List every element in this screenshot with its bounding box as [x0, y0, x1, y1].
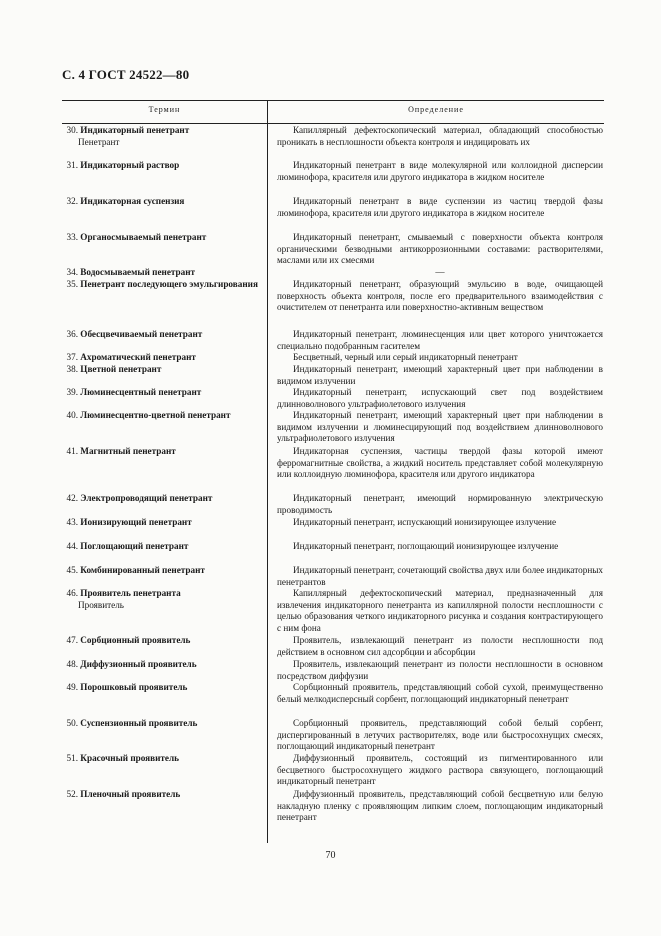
definition-cell: Индикаторный пенетрант, испускающий ионизирующее излучение	[293, 517, 557, 527]
definition-cell: Индикаторный пенетрант, поглощающий ионизирующее излучение	[293, 541, 559, 551]
table-row	[62, 267, 604, 279]
term-cell	[62, 387, 267, 410]
column-header-definition: Определение	[408, 105, 464, 114]
term-cell	[62, 125, 267, 160]
term-cell	[62, 410, 267, 446]
term-name: Водосмываемый пенетрант	[80, 267, 196, 277]
table-row	[62, 659, 604, 682]
terms-table	[62, 100, 604, 843]
term-cell	[62, 329, 267, 352]
table-row	[62, 446, 604, 493]
term-number: 30.	[66, 125, 78, 135]
term-name: Ахроматический пенетрант	[80, 352, 196, 362]
term-number: 32.	[66, 196, 78, 206]
term-cell	[62, 789, 267, 825]
term-name: Органосмываемый пенетрант	[80, 232, 207, 242]
term-name: Цветной пенетрант	[80, 364, 162, 374]
term-number: 31.	[66, 160, 78, 170]
term-name: Проявитель пенетранта	[80, 588, 181, 598]
table-row	[62, 682, 604, 718]
term-name: Сорбционный проявитель	[80, 635, 191, 645]
definition-cell: Индикаторный пенетрант, сочетающий свойства двух или более индикаторных пенетрантов	[277, 565, 603, 587]
definition-cell: Капиллярный дефектоскопический материал, обладающий способностью проникать в несплошности объекта контроля и индицировать их	[277, 125, 603, 147]
term-cell	[62, 364, 267, 387]
term-name: Люминесцентно-цветной пенетрант	[80, 410, 231, 420]
table-row	[62, 517, 604, 541]
table-row	[62, 364, 604, 387]
term-cell	[62, 493, 267, 517]
page-number: 70	[325, 850, 336, 861]
definition-cell: Капиллярный дефектоскопический материал, предназначенный для извлечения индикаторного пенетранта из капиллярной полости несплошности с целью образования четкого индикаторного рисунка и создания контрастирующего с ним фона	[277, 588, 603, 633]
term-cell	[62, 682, 267, 718]
term-cell	[62, 659, 267, 682]
term-name: Комбинированный пенетрант	[80, 565, 205, 575]
term-name: Ионизирующий пенетрант	[80, 517, 192, 527]
term-name: Электропроводящий пенетрант	[80, 493, 213, 503]
table-row	[62, 387, 604, 410]
table-row	[62, 541, 604, 565]
column-header-term: Термин	[148, 105, 181, 114]
term-name: Обесцвечиваемый пенетрант	[80, 329, 203, 339]
term-synonym: Проявитель	[78, 599, 124, 610]
term-cell	[62, 541, 267, 565]
table-row	[62, 352, 604, 364]
table-row	[62, 410, 604, 446]
term-number: 39.	[66, 387, 78, 397]
term-cell	[62, 588, 267, 635]
term-number: 38.	[66, 364, 78, 374]
term-name: Индикаторная суспензия	[80, 196, 185, 206]
term-name: Индикаторный пенетрант	[80, 125, 190, 135]
term-number: 35.	[66, 279, 78, 289]
table-row	[62, 329, 604, 352]
term-number: 37.	[66, 352, 78, 362]
term-number: 43.	[66, 517, 78, 527]
term-cell	[62, 232, 267, 267]
term-number: 36.	[66, 329, 78, 339]
term-name: Суспензионный проявитель	[80, 718, 198, 728]
definition-cell: Проявитель, извлекающий пенетрант из полости несплошности под действием в основном сил адсорбции и абсорбции	[277, 635, 603, 657]
table-row	[62, 753, 604, 789]
definition-cell: Диффузионный проявитель, состоящий из пигментированного или бесцветного быстросохнущего жидкого раствора связующего, поглощающий индикаторный пенетрант	[277, 753, 603, 786]
definition-cell: Индикаторный пенетрант, испускающий свет под воздействием длинноволнового ультрафиолетового излучения	[277, 387, 603, 409]
term-number: 50.	[66, 718, 78, 728]
definition-cell: Проявитель, извлекающий пенетрант из полости несплошности в основном посредством диффузии	[277, 659, 603, 681]
term-number: 33.	[66, 232, 78, 242]
term-number: 46.	[66, 588, 78, 598]
term-name: Пленочный проявитель	[80, 789, 181, 799]
term-cell	[62, 279, 267, 329]
term-name: Люминесцентный пенетрант	[80, 387, 202, 397]
table-row	[62, 232, 604, 267]
table-row	[62, 718, 604, 753]
term-number: 40.	[66, 410, 78, 420]
definition-cell: Сорбционный проявитель, представляющий собой белый сорбент, диспергированный в летучих растворителях, воде или быстросохнущих смесях, поглощающий индикаторный пенетрант	[277, 718, 603, 751]
table-row	[62, 125, 604, 160]
term-cell	[62, 267, 267, 279]
term-name: Индикаторный раствор	[80, 160, 180, 170]
table-row	[62, 588, 604, 635]
definition-cell: Сорбционный проявитель, представляющий собой сухой, преимущественно белый мелкодисперсный сорбент, поглощающий индикаторный пенетрант	[277, 682, 603, 704]
table-row	[62, 789, 604, 825]
term-cell	[62, 635, 267, 659]
term-name: Поглощающий пенетрант	[80, 541, 189, 551]
term-cell	[62, 352, 267, 364]
term-cell	[62, 718, 267, 753]
table-row	[62, 493, 604, 517]
definition-cell: Диффузионный проявитель, представляющий собой бесцветную или белую накладную пленку с проявляющим липким слоем, поглощающим индикаторный пенетрант	[277, 789, 603, 822]
table-body	[62, 125, 604, 825]
definition-cell: Индикаторная суспензия, частицы твердой фазы которой имеют ферромагнитные свойства, а жидкий носитель представляет собой молекулярную или коллоидную люминофора, красителя или другого индикатора	[277, 446, 603, 479]
term-number: 41.	[66, 446, 78, 456]
term-name: Красочный проявитель	[80, 753, 179, 763]
term-cell	[62, 446, 267, 493]
definition-cell: Индикаторный пенетрант, образующий эмульсию в воде, очищающей поверхность объекта контроля, после его предварительного взаимодействия с очистителем от пенетранта или поверхностно-активным веществом	[277, 279, 603, 312]
term-number: 47.	[66, 635, 78, 645]
term-number: 52.	[66, 789, 78, 799]
term-name: Диффузионный проявитель	[80, 659, 197, 669]
table-row	[62, 635, 604, 659]
term-number: 48.	[66, 659, 78, 669]
term-number: 45.	[66, 565, 78, 575]
table-row	[62, 565, 604, 588]
term-cell	[62, 196, 267, 232]
page-header: С. 4 ГОСТ 24522—80	[62, 67, 190, 82]
definition-cell: Индикаторный пенетрант, имеющий характерный цвет при наблюдении в видимом излучении	[277, 364, 603, 386]
table-row	[62, 160, 604, 196]
term-number: 34.	[66, 267, 78, 277]
definition-cell: Индикаторный пенетрант, имеющий характерный цвет при наблюдении в видимом излучении и люминесцирующий под воздействием длинноволнового ультрафиолетового излучения	[277, 410, 603, 443]
definition-cell: —	[435, 267, 445, 277]
table-header-rule	[62, 123, 604, 124]
term-number: 51.	[66, 753, 78, 763]
term-name: Порошковый проявитель	[80, 682, 188, 692]
term-name: Пенетрант последующего эмульгирования	[80, 279, 258, 289]
term-number: 42.	[66, 493, 78, 503]
term-cell	[62, 517, 267, 541]
term-number: 49.	[66, 682, 78, 692]
term-name: Магнитный пенетрант	[80, 446, 176, 456]
definition-cell: Индикаторный пенетрант, люминесценция или цвет которого уничтожается специально подобранным гасителем	[277, 329, 603, 351]
table-top-rule	[62, 100, 604, 101]
term-cell	[62, 160, 267, 196]
term-cell	[62, 753, 267, 789]
definition-cell: Индикаторный пенетрант, имеющий нормированную электрическую проводимость	[277, 493, 603, 515]
definition-cell: Бесцветный, черный или серый индикаторный пенетрант	[293, 352, 518, 362]
definition-cell: Индикаторный пенетрант в виде суспензии из частиц твердой фазы люминофора, красителя или другого индикатора в жидком носителе	[277, 196, 603, 218]
table-row	[62, 279, 604, 329]
term-number: 44.	[66, 541, 78, 551]
definition-cell: Индикаторный пенетрант, смываемый с поверхности объекта контроля органическими безводными антикоррозионными составами: растворителями, маслами или их смесями	[277, 232, 603, 265]
term-cell	[62, 565, 267, 588]
term-synonym: Пенетрант	[78, 136, 120, 147]
definition-cell: Индикаторный пенетрант в виде молекулярной или коллоидной дисперсии люминофора, красителя или другого индикатора в жидком носителе	[277, 160, 603, 182]
table-row	[62, 196, 604, 232]
